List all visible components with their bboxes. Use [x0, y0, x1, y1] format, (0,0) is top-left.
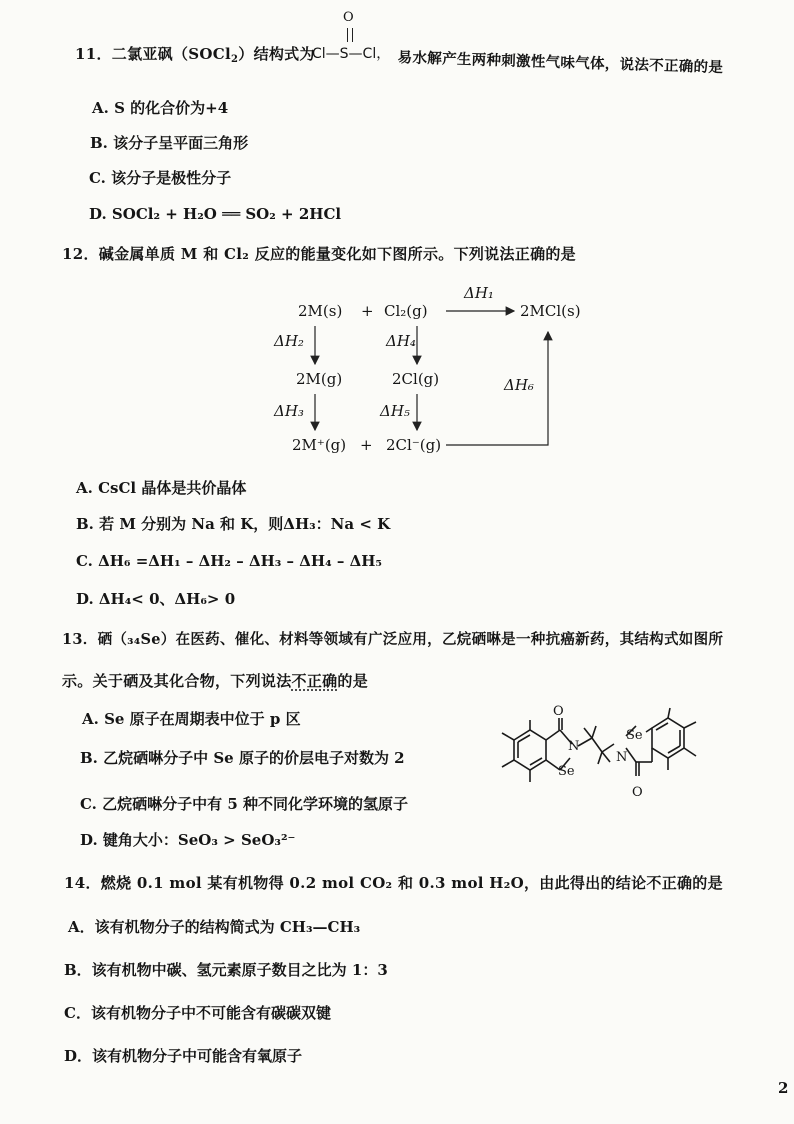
q12-option-b: B. 若 M 分别为 Na 和 K，则ΔH₃：Na < K — [76, 515, 391, 533]
q12-option-a: A. CsCl 晶体是共价晶体 — [76, 479, 247, 497]
q13-stem-emphasis: 不正确 — [291, 672, 338, 690]
cycle-2cl-gas: 2Cl(g) — [392, 370, 440, 388]
cycle-dh4-label: ΔH₄ — [386, 332, 416, 350]
cycle-dh6-label: ΔH₆ — [504, 376, 534, 394]
cycle-dh1-label: ΔH₁ — [464, 284, 494, 302]
cycle-2cl-ion: 2Cl⁻(g) — [386, 436, 442, 454]
q12-option-d: D. ΔH₄< 0、ΔH₆> 0 — [76, 590, 236, 608]
q13-option-c: C. 乙烷硒啉分子中有 5 种不同化学环境的氢原子 — [80, 795, 409, 813]
q14-option-d: D．该有机物分子中可能含有氧原子 — [64, 1047, 303, 1065]
question-13-stem-line-2 — [62, 671, 368, 691]
question-12-stem: 12．碱金属单质 M 和 Cl₂ 反应的能量变化如下图所示。下列说法正确的是 — [62, 245, 576, 263]
arrow-dh6 — [446, 332, 548, 445]
page-number: 2 — [778, 1079, 789, 1097]
q13-option-b: B. 乙烷硒啉分子中 Se 原子的价层电子对数为 2 — [80, 749, 405, 767]
q11-option-a: A. S 的化合价为+4 — [92, 99, 229, 117]
question-14-stem: 14．燃烧 0.1 mol 某有机物得 0.2 mol CO₂ 和 0.3 mol H₂O，由此得出的结论不正确的是 — [64, 874, 723, 892]
q14-option-c: C．该有机物分子中不可能含有碳碳双键 — [64, 1004, 331, 1022]
q13-option-d: D. 键角大小：SeO₃ > SeO₃²⁻ — [80, 831, 296, 849]
formula-oxygen: O — [343, 10, 354, 25]
q14-option-a: A．该有机物分子的结构简式为 CH₃—CH₃ — [68, 918, 361, 936]
cycle-2m-ion: 2M⁺(g) — [292, 436, 347, 454]
cycle-cl2-gas: Cl₂(g) — [384, 302, 428, 320]
q13-option-a: A. Se 原子在周期表中位于 p 区 — [82, 710, 301, 728]
q11-stem-before: 11．二氯亚砜（SOCl — [75, 45, 232, 63]
q11-stem-mid: ）结构式为 — [238, 45, 315, 63]
structure-n-left: N — [568, 739, 580, 754]
q12-option-c: C. ΔH₆ =ΔH₁ – ΔH₂ – ΔH₃ – ΔH₄ – ΔH₅ — [76, 552, 382, 570]
structure-se-right: Se — [626, 728, 643, 743]
cycle-2m-gas: 2M(g) — [296, 370, 343, 388]
q11-stem-after: 易水解产生两种刺激性气味气体，说法不正确的是 — [397, 48, 724, 77]
q11-option-c: C. 该分子是极性分子 — [89, 169, 232, 187]
cycle-dh5-label: ΔH₅ — [380, 402, 410, 420]
ethaselen-structure — [480, 700, 720, 810]
cycle-dh2-label: ΔH₂ — [274, 332, 304, 350]
structure-o-bottom: O — [632, 785, 643, 800]
cycle-2m-solid: 2M(s) — [298, 302, 343, 320]
q13-stem-before: 示。关于硒及其化合物，下列说法 — [62, 672, 292, 690]
cycle-2mcl-solid: 2MCl(s) — [520, 302, 581, 320]
q11-stem-sub: 2 — [231, 54, 239, 65]
cycle-dh3-label: ΔH₃ — [274, 402, 304, 420]
structure-se-left: Se — [558, 764, 575, 779]
q14-option-b: B．该有机物中碳、氢元素原子数目之比为 1：3 — [64, 961, 388, 979]
q13-stem-after: 的是 — [337, 672, 369, 690]
cycle-plus-2: + — [360, 436, 373, 454]
cycle-plus-1: + — [361, 302, 374, 320]
structure-n-right: N — [616, 750, 628, 765]
q11-option-d: D. SOCl₂ + H₂O ══ SO₂ + 2HCl — [89, 205, 342, 223]
q11-option-b: B. 该分子呈平面三角形 — [90, 134, 249, 152]
formula-chain: Cl—S—Cl， — [312, 46, 391, 62]
structure-o-top: O — [553, 704, 564, 719]
question-13-stem-line-1: 13．硒（₃₄Se）在医药、催化、材料等领域有广泛应用，乙烷硒啉是一种抗癌新药，其结构式如图所 — [62, 631, 724, 648]
